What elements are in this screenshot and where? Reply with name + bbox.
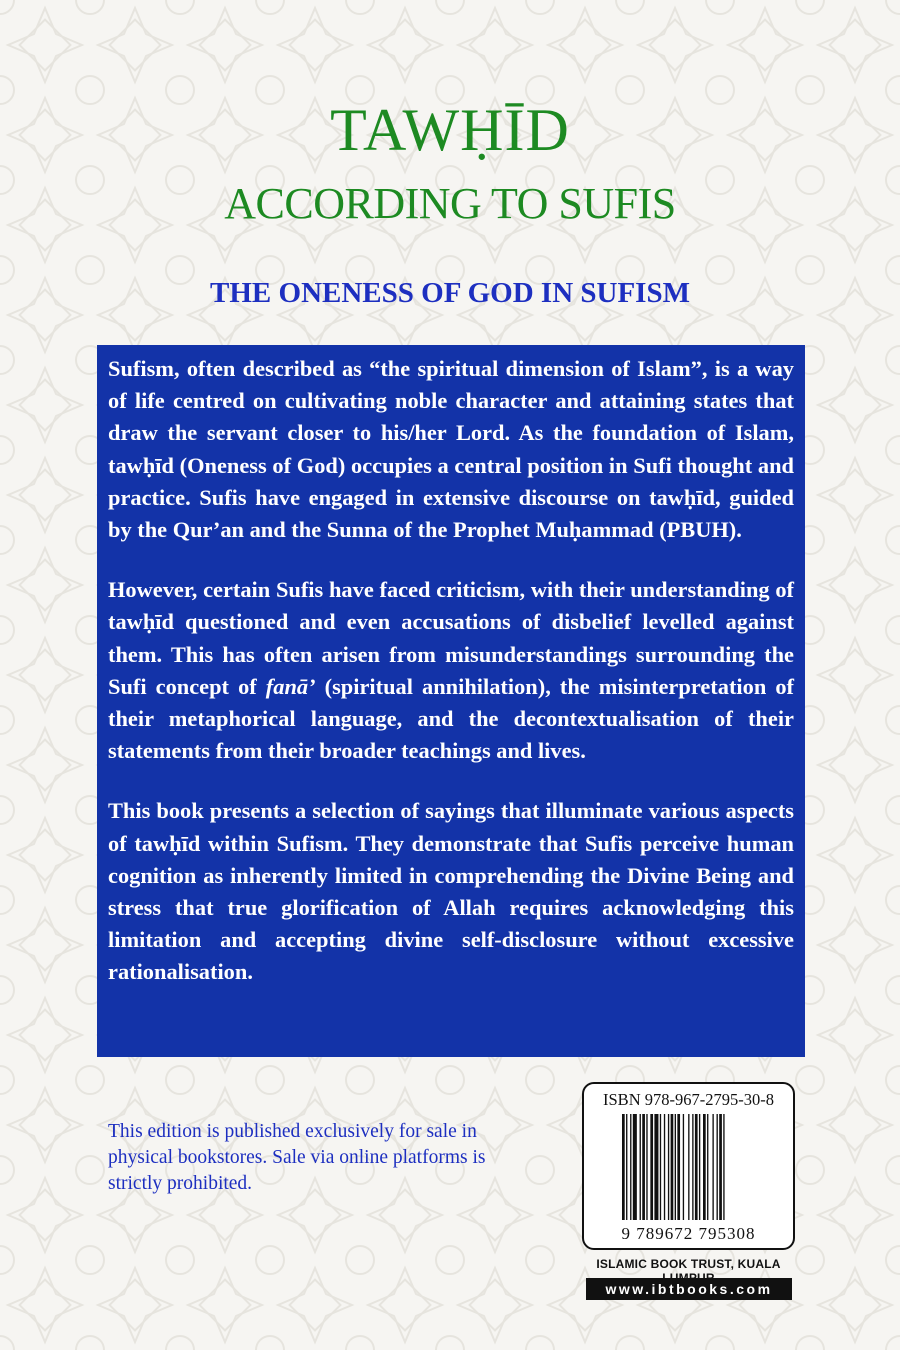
barcode-bar: [633, 1114, 637, 1220]
blurb-paragraph-2: [108, 574, 794, 767]
book-subtitle: THE ONENESS OF GOD IN SUFISM: [210, 277, 690, 309]
barcode-bar: [622, 1114, 625, 1220]
barcode-bar: [723, 1114, 724, 1220]
barcode-bar: [703, 1114, 706, 1220]
blurb-p2-text-after: (spiritual annihilation), the misinterpretation of their metaphorical language, and the decontextualisation of their statements from their broader teachings and lives.: [108, 673, 794, 764]
barcode-bar: [707, 1114, 708, 1220]
barcode-bar: [668, 1114, 669, 1220]
barcode-bar: [683, 1114, 684, 1220]
barcode-bar: [640, 1114, 641, 1220]
barcode-bar: [650, 1114, 653, 1220]
book-title-line2: ACCORDING TO SUFIS: [224, 179, 676, 228]
barcode-bar: [646, 1114, 647, 1220]
barcode-bar: [695, 1114, 698, 1220]
book-title: TAWḤĪD: [330, 97, 570, 163]
barcode-bar: [675, 1114, 676, 1220]
publisher-website: www.ibtbooks.com: [586, 1278, 792, 1300]
barcode-bar: [688, 1114, 689, 1220]
publisher-name: ISLAMIC BOOK TRUST, KUALA: [596, 1257, 781, 1271]
isbn-label: ISBN 978-967-2795-30-8: [603, 1090, 774, 1109]
barcode-digits: 9 789672 795308: [621, 1224, 756, 1243]
barcode-bar: [630, 1114, 631, 1220]
blurb-paragraph-1: Sufism, often described as “the spiritual dimension of Islam”, is a way of life centred on cultivating noble character and attaining states that draw the servant closer to his/her Lord. As the foundation of Islam, tawḥīd (Oneness of God) occupies a central position in Sufi thought and practice. Sufis have engaged in extensive discourse on tawḥīd, guided by the Qur’an and the Sunna of the Prophet Muḥammad (PBUH).: [108, 356, 794, 543]
barcode-bar: [626, 1114, 627, 1220]
barcode-box: [582, 1082, 795, 1250]
barcode-bar: [677, 1114, 680, 1220]
barcode-bars: [622, 1114, 756, 1224]
blurb-p2-text-before: However, certain Sufis have faced criticism, with their understanding of tawḥīd questioned and even accusations of disbelief levelled against them. This has often arisen from misunderstandings surrounding the Sufi concept of: [108, 577, 794, 699]
barcode-bar: [664, 1114, 665, 1220]
barcode-bar: [660, 1114, 661, 1220]
blurb-paragraph-3: This book presents a selection of sayings that illuminate various aspects of tawḥīd within Sufism. They demonstrate that Sufis perceive human cognition as inherently limited in comprehending the Divine Being and stress that true glorification of Allah requires acknowledging this limitation and accepting divine self-disclosure without excessive rationalisation.: [108, 798, 794, 985]
barcode-bar: [712, 1114, 713, 1220]
barcode-bar: [671, 1114, 674, 1220]
barcode-bar: [654, 1114, 658, 1220]
barcode-bar: [699, 1114, 700, 1220]
barcode-bar: [717, 1114, 718, 1220]
blurb-p2-term-fana: fanā’: [265, 673, 316, 699]
barcode-bar: [692, 1114, 693, 1220]
sale-notice: This edition is published exclusively for sale in physical bookstores. Sale via online platforms is strictly prohibited.: [108, 1121, 486, 1194]
blurb-panel: [97, 345, 805, 1057]
barcode-bar: [642, 1114, 645, 1220]
barcode-bar: [719, 1114, 722, 1220]
